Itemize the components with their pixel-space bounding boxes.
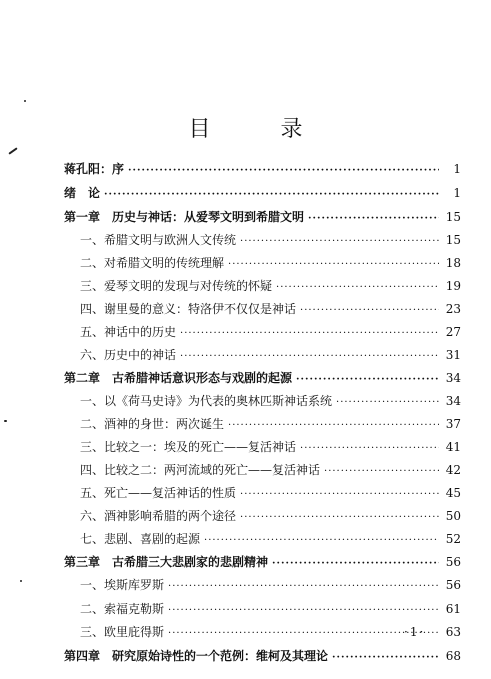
toc-leader-dots: [324, 466, 439, 477]
toc-leader-dots: [128, 165, 439, 176]
toc-section-row[interactable]: [80, 277, 461, 297]
toc-leader-dots: [240, 236, 439, 247]
toc-section-row[interactable]: [80, 530, 461, 550]
toc-entry-label: 六、历史中的神话: [80, 348, 177, 362]
toc-entry-label: 第四章 研究原始诗性的一个范例：维柯及其理论: [64, 649, 329, 663]
toc-leader-dots: [204, 535, 439, 546]
scan-mark: [8, 147, 17, 154]
toc-entry-page: 41: [445, 440, 461, 454]
toc-section-row[interactable]: [80, 254, 461, 274]
toc-entry-page: 15: [445, 210, 461, 224]
page-title: 目 录: [188, 117, 327, 142]
toc-entry-label: 三、比较之一：埃及的死亡——复活神话: [80, 440, 297, 454]
toc-entry-page: 19: [445, 279, 461, 293]
toc-entry-label: 三、爱琴文明的发现与对传统的怀疑: [80, 279, 273, 293]
toc-leader-dots: [240, 489, 439, 500]
toc-leader-dots: [300, 443, 439, 454]
toc-section-row[interactable]: [80, 484, 461, 504]
toc-leader-dots: [228, 420, 439, 431]
toc-entry-label: 一、埃斯库罗斯: [80, 578, 165, 592]
toc-section-row[interactable]: [80, 415, 461, 435]
toc-leader-dots: [228, 259, 439, 270]
toc-leader-dots: [296, 374, 439, 385]
toc-section-row[interactable]: [80, 392, 461, 412]
toc-entry-label: 绪 论: [64, 186, 101, 200]
toc-entry-label: 第一章 历史与神话：从爱琴文明到希腊文明: [64, 210, 305, 224]
toc-leader-dots: [308, 213, 439, 224]
toc-entry-label: 一、以《荷马史诗》为代表的奥林匹斯神话系统: [80, 394, 333, 408]
toc-entry-page: 31: [445, 348, 461, 362]
toc-entry-page: 18: [445, 256, 461, 270]
toc-entry-page: 34: [445, 394, 461, 408]
toc-entry-label: 五、死亡——复活神话的性质: [80, 486, 237, 500]
toc-entry-label: 七、悲剧、喜剧的起源: [80, 532, 201, 546]
toc-chapter-row[interactable]: [64, 369, 461, 389]
toc-leader-dots: [240, 512, 439, 523]
toc-section-row[interactable]: [80, 323, 461, 343]
toc-leader-dots: [180, 351, 439, 362]
toc-leader-dots: [180, 328, 439, 339]
toc-entry-label: 六、酒神影响希腊的两个途径: [80, 509, 237, 523]
toc-leader-dots: [276, 282, 439, 293]
toc-entry-page: 61: [445, 602, 461, 616]
toc-entry-label: 二、索福克勒斯: [80, 602, 165, 616]
toc-section-row[interactable]: [80, 461, 461, 481]
toc-entry-label: 二、对希腊文明的传统理解: [80, 256, 225, 270]
toc-leader-dots: [272, 558, 439, 569]
toc-entry-label: 二、酒神的身世：两次诞生: [80, 417, 225, 431]
toc-entry-page: 27: [445, 325, 461, 339]
toc-section-row[interactable]: [80, 507, 461, 527]
toc-entry-page: 50: [445, 509, 461, 523]
toc-entry-label: 蒋孔阳：序: [64, 162, 125, 176]
toc-leader-dots: [168, 605, 439, 616]
toc-chapter-row[interactable]: [64, 553, 461, 573]
toc-entry-page: 34: [445, 371, 461, 385]
toc-section-row[interactable]: [80, 600, 461, 620]
toc-entry-page: 1: [453, 162, 461, 176]
toc-section-row[interactable]: [80, 231, 461, 251]
toc-section-row[interactable]: [80, 438, 461, 458]
toc-leader-dots: [300, 305, 439, 316]
toc-chapter-row[interactable]: [64, 184, 461, 204]
toc-section-row[interactable]: [80, 300, 461, 320]
toc-entry-page: 37: [445, 417, 461, 431]
toc-entry-page: 23: [445, 302, 461, 316]
toc-leader-dots: [336, 397, 439, 408]
toc-entry-page: 56: [445, 578, 461, 592]
scan-mark: [4, 420, 7, 422]
toc-entry-label: 五、神话中的历史: [80, 325, 177, 339]
toc-entry-page: 1: [453, 186, 461, 200]
scan-mark: [24, 100, 26, 102]
scan-mark: [20, 580, 22, 582]
toc-leader-dots: [104, 189, 439, 200]
toc-entry-page: 56: [445, 555, 461, 569]
toc-entry-page: 45: [445, 486, 461, 500]
page-number: · 1 ·: [404, 625, 425, 639]
toc-entry-page: 42: [445, 463, 461, 477]
toc-entry-label: 第二章 古希腊神话意识形态与戏剧的起源: [64, 371, 293, 385]
toc-section-row[interactable]: [80, 346, 461, 366]
toc-entry-label: 一、希腊文明与欧洲人文传统: [80, 233, 237, 247]
toc-chapter-row[interactable]: [64, 208, 461, 228]
toc-entry-page: 52: [445, 532, 461, 546]
toc-chapter-row[interactable]: [64, 160, 461, 180]
toc-entry-page: 68: [445, 649, 461, 663]
toc-chapter-row[interactable]: [64, 647, 461, 667]
toc-entry-label: 四、谢里曼的意义：特洛伊不仅仅是神话: [80, 302, 297, 316]
toc-entry-label: 四、比较之二：两河流域的死亡——复活神话: [80, 463, 321, 477]
toc-leader-dots: [332, 652, 439, 663]
toc-entry-page: 63: [445, 625, 461, 639]
toc-leader-dots: [168, 581, 439, 592]
toc-section-row[interactable]: [80, 576, 461, 596]
toc-entry-label: 第三章 古希腊三大悲剧家的悲剧精神: [64, 555, 269, 569]
toc-leader-dots: [168, 628, 439, 639]
toc-entry-label: 三、欧里庇得斯: [80, 625, 165, 639]
toc-entry-page: 15: [445, 233, 461, 247]
